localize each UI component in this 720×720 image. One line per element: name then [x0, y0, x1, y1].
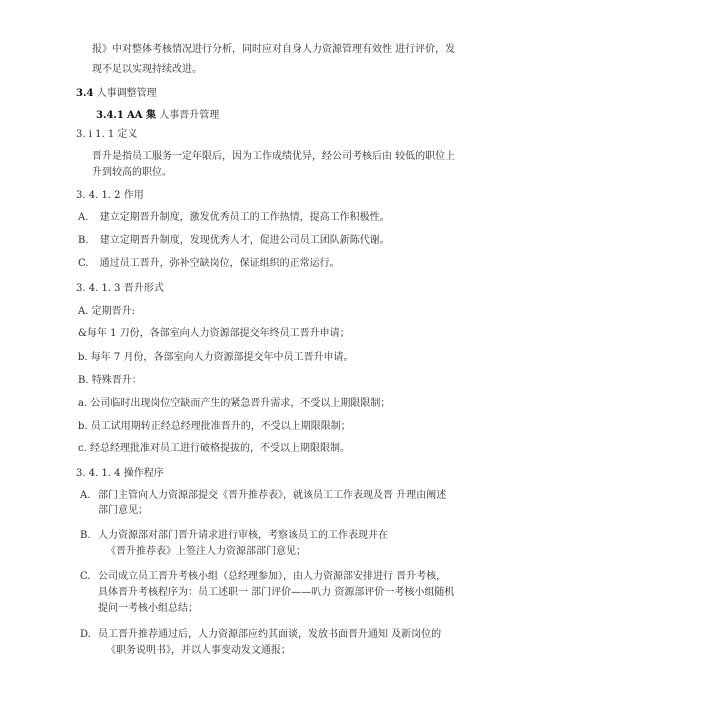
- special-promotion-item-a: a. 公司临时出现岗位空缺而产生的紧急晋升需求，不受以上期限限制；: [78, 398, 391, 409]
- function-item-b: [78, 234, 390, 247]
- section-number: 3.4: [76, 88, 94, 99]
- procedure-item-d-line-2: 《职务说明书》，并以人事变动发文通报；: [106, 645, 291, 656]
- procedure-item-d-label: D.: [80, 629, 91, 640]
- section-number: 3.4.1: [96, 110, 124, 121]
- intro-line-2: 现不足以实现持续改进。: [92, 64, 202, 75]
- section-3-4-1-2-heading: 3. 4. 1. 2 作用: [76, 190, 144, 201]
- function-item-a: [78, 211, 390, 224]
- section-3-4-1-3-heading: 3. 4. 1. 3 晋升形式: [76, 283, 164, 294]
- section-3-4-heading: [76, 87, 157, 100]
- item-label: B.: [78, 235, 89, 246]
- procedure-item-a-label: A.: [80, 490, 91, 501]
- procedure-item-c-line-3: 提问一考核小组总结；: [98, 603, 198, 614]
- procedure-item-b-label: B.: [80, 530, 91, 541]
- procedure-item-c-line-2: 具体晋升考核程序为：员工述职一 部门评价——叭力 资源部评价一考核小组随机: [98, 587, 455, 598]
- item-text: 建立定期晋升制度，激发优秀员工的工作热情，提高工作积极性。: [99, 212, 390, 223]
- definition-line-1: 晋升是指员工服务一定年限后，因为工作成绩优异，经公司考核后由 较低的职位上: [92, 151, 456, 162]
- procedure-item-d-line-1: 员工晋升推荐通过后，人力资源部应约其面谈，发放书面晋升通知 及新岗位的: [98, 629, 442, 640]
- section-3-4-1-heading: [96, 109, 219, 122]
- special-promotion-heading: B. 特殊晋升：: [78, 375, 142, 386]
- regular-promotion-item-1: &每年 1 刀份，各部室向人力资源部提交年终员工晋升申请；: [78, 328, 350, 339]
- special-promotion-item-b: b. 员工试用期转正经总经理批准晋升的，不受以上期限限制；: [78, 421, 351, 432]
- section-3-4-1-4-heading: 3. 4. 1. 4 操作程序: [76, 468, 164, 479]
- procedure-item-b-line-1: 人力资源部对部门晋升请求进行审核，考察该员工的工作表现并在: [98, 530, 388, 541]
- function-item-c: [78, 257, 340, 270]
- special-promotion-item-c: c. 经总经理批准对员工进行破格提拔的，不受以上期限限制。: [78, 443, 350, 454]
- definition-line-2: 升到较高的职位。: [92, 167, 172, 178]
- procedure-item-c-label: C.: [80, 571, 91, 582]
- section-3-4-1-1-heading: 3. ⅰ 1. 1 定义: [76, 129, 138, 140]
- section-mark: AA 集: [127, 110, 157, 121]
- section-title: 人事调整管理: [96, 88, 157, 99]
- procedure-item-a-line-1: 部门主管向人力资源部提交《晋升推荐表》，就该员工工作表现及晋 升理由阐述: [98, 490, 447, 501]
- regular-promotion-item-2: b. 每年 7 月份，各部室向人力资源部提交年中员工晋升申请。: [78, 352, 354, 363]
- item-label: A.: [78, 212, 89, 223]
- procedure-item-b-line-2: 《晋升推荐表》上签注人力资源部部门意见；: [106, 546, 306, 557]
- intro-line-1: 报》中对整体考核情况进行分析，同时应对自身人力资源管理有效性 进行评价，发: [92, 44, 456, 55]
- procedure-item-c-line-1: 公司成立员工晋升考核小组（总经理参加），由人力资源部安排进行 晋升考核，: [98, 571, 447, 582]
- item-text: 建立定期晋升制度，发现优秀人才，促进公司员工团队新陈代谢。: [99, 235, 390, 246]
- procedure-item-a-line-2: 部门意见；: [98, 505, 148, 516]
- regular-promotion-heading: A. 定期晋升:: [78, 306, 135, 317]
- item-label: C.: [78, 258, 89, 269]
- item-text: 通过员工晋升，弥补空缺岗位，保证组织的正常运行。: [99, 258, 340, 269]
- section-title: 人事晋升管理: [159, 110, 220, 121]
